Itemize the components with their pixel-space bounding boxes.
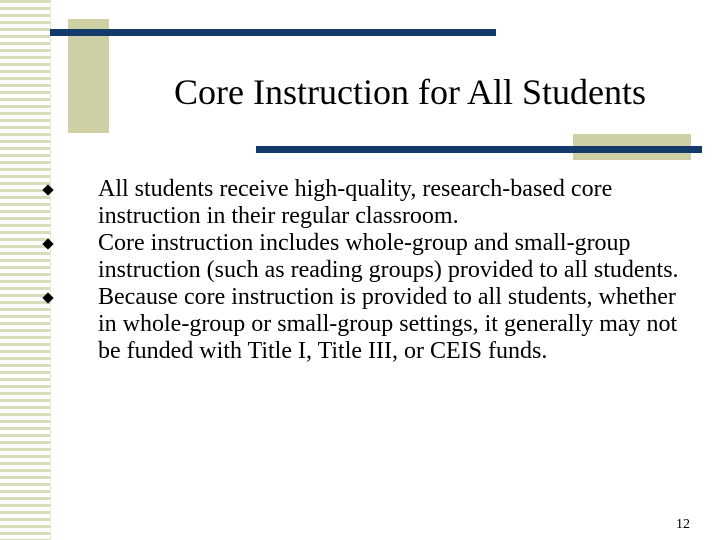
bottom-rule-line [256,146,702,153]
bullet-text: Because core instruction is provided to all students, whether in whole-group or small-group settings, it generally may not be funded with Title I, Title III, or CEIS funds. [98,284,678,364]
bullet-item [44,284,694,365]
diamond-bullet-icon [42,238,53,249]
bullet-item [44,176,694,230]
slide-title: Core Instruction for All Students [174,72,646,112]
top-rule-line [50,29,496,36]
bullet-text: All students receive high-quality, research-based core instruction in their regular classroom. [98,176,613,229]
diamond-bullet-icon [42,184,53,195]
bullet-list [44,176,694,365]
bullet-text: Core instruction includes whole-group and small-group instruction (such as reading groups) provided to all students. [98,230,679,283]
title-accent-block [68,19,109,133]
page-number: 12 [676,517,690,532]
bullet-item [44,230,694,284]
diamond-bullet-icon [42,292,53,303]
